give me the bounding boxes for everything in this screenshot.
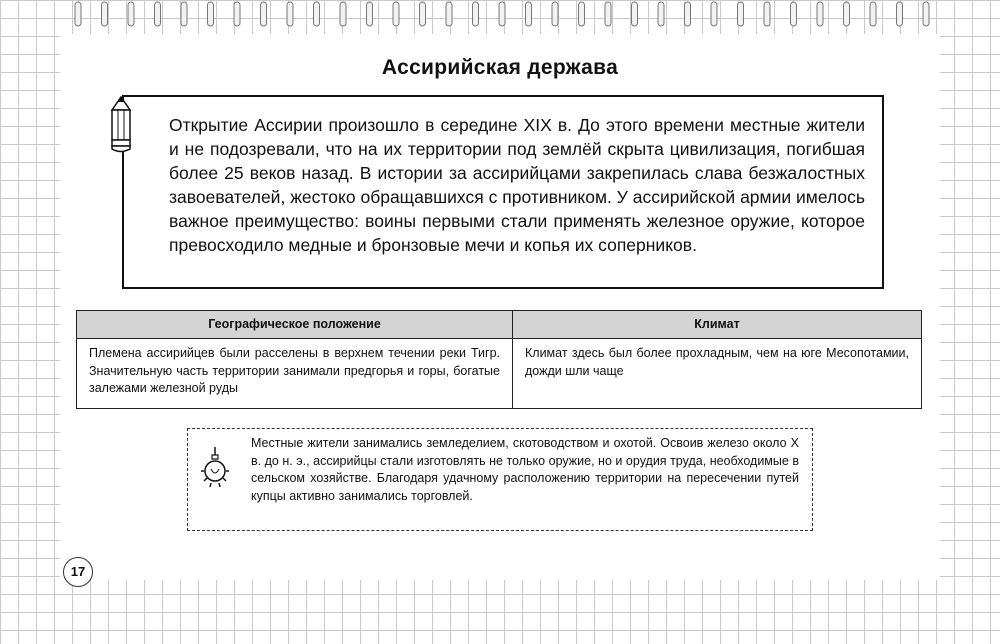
lightbulb-icon [200,447,230,491]
spiral-ring [261,2,267,26]
intro-text-box [122,95,884,289]
cell-geography: Племена ассирийцев были расселены в верхнем течении реки Тигр. Значительную часть территории занимали предгорья и горы, богатые залежами железной руды [77,339,513,409]
spiral-ring [764,2,770,26]
column-header-geography: Географическое положение [77,311,513,339]
fact-paragraph: Местные жители занимались земледелием, скотоводством и охотой. Освоив железо около X в. до н. э., ассирийцы стали изготовлять не только оружие, но и орудия труда, необходимые в сельском хозяйстве. Благодаря удачному расположению территории на пересечении путей купцы активно занимались торговлей. [251,436,799,503]
spiral-ring [234,2,240,26]
spiral-ring [102,2,108,26]
spiral-ring [632,2,638,26]
spiral-ring [897,2,903,26]
spiral-ring [870,2,876,26]
fact-box [187,428,813,531]
spiral-ring [579,2,585,26]
spiral-ring [367,2,373,26]
spiral-ring [791,2,797,26]
spiral-ring [844,2,850,26]
table-header-row [77,311,922,339]
table-row [77,339,922,409]
intro-paragraph: Открытие Ассирии произошло в середине XIX в. До этого времени местные жители и не подозревали, что на их территории под землёй скрыта цивилизация, погибшая более 25 веков назад. В истории за ассирийцами закрепилась слава безжалостных завоевателей, жестоко обращавшихся с противником. У ассирийской армии имелось важное преимущество: воины первыми стали применять железное оружие, которое превосходило медные и бронзовые мечи и копья их соперников. [169,115,865,255]
page-title: Ассирийская держава [381,56,619,79]
spiral-ring [738,2,744,26]
spiral-ring [552,2,558,26]
spiral-ring [658,2,664,26]
spiral-ring [287,2,293,26]
spiral-ring [685,2,691,26]
spiral-ring [817,2,823,26]
spiral-ring [393,2,399,26]
spiral-ring [208,2,214,26]
spiral-ring [155,2,161,26]
column-header-climate: Климат [513,311,922,339]
spiral-ring [446,2,452,26]
spiral-ring [420,2,426,26]
page-number-badge: 17 [63,557,93,587]
spiral-ring [340,2,346,26]
notebook-spiral-rings [0,0,1000,30]
spiral-ring [181,2,187,26]
spiral-ring [473,2,479,26]
spiral-ring [526,2,532,26]
spiral-ring [923,2,929,26]
spiral-ring [605,2,611,26]
pencil-icon [108,96,134,154]
cell-climate: Климат здесь был более прохладным, чем на юге Месопотамии, дожди шли чаще [513,339,922,409]
spiral-ring [128,2,134,26]
info-table [76,310,922,409]
spiral-ring [499,2,505,26]
spiral-ring [314,2,320,26]
spiral-ring [711,2,717,26]
spiral-ring [75,2,81,26]
